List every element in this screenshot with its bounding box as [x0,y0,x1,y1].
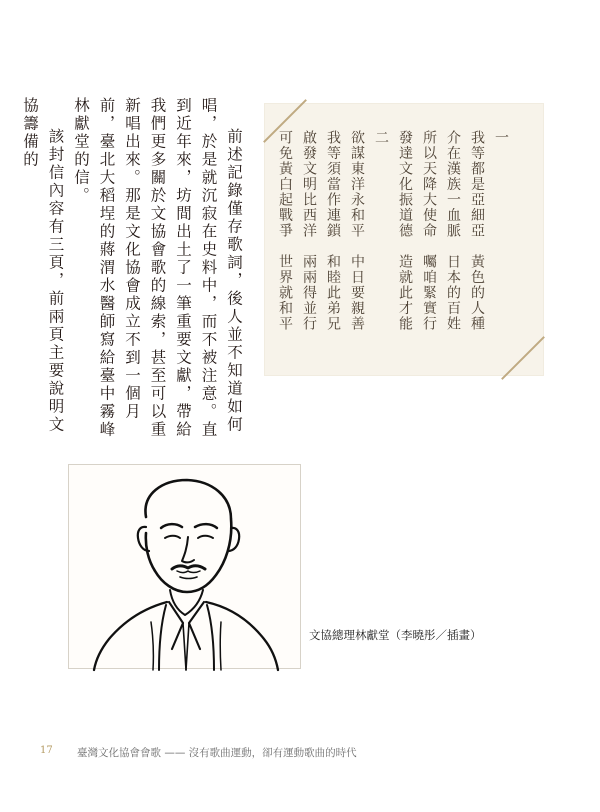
portrait-sketch-icon [69,465,302,670]
lyrics-text [273,130,513,360]
portrait-caption: 文協總理林獻堂（李曉彤／插畫） [309,628,482,642]
main-paragraph-2: 該封信內容有三頁，前兩頁主要說明文協籌備的 [21,97,65,434]
lyrics-verse-1 [393,130,513,360]
lyric-line: 我等都是亞細亞 黃色的人種 [469,130,485,332]
main-paragraph-1: 前述記錄僅存歌詞，後人並不知道如何唱，於是就沉寂在史料中，而不被注意。直到近年來，坊間出土了一筆重要文獻，帶給我們更多關於文協會歌的線索，甚至可以重新唱出來。那是文化協會成立不到一個月前，臺北大稻埕的蔣渭水醫師寫給臺中霧峰林獻堂的信。 [72,97,243,439]
lyric-line: 介在漢族一血脈 日本的百姓 [445,130,461,332]
footer-title: 臺灣文化協會會歌 —— 沒有歌曲運動，卻有運動歌曲的時代 [77,747,357,759]
lyric-line: 我等須當作連鎖 和睦此弟兄 [325,130,341,332]
lyric-line: 啟發文明比西洋 兩兩得並行 [301,130,317,332]
lyric-line: 可免黃白起戰爭 世界就和平 [277,130,293,332]
lyric-line: 欲謀東洋永和平 中日要親善 [349,130,365,332]
verse-number-1: 一 [493,130,509,146]
lyric-line: 所以天降大使命 囑咱緊實行 [421,130,437,332]
lyric-line: 發達文化振道德 造就此才能 [397,130,413,332]
verse-number-2: 二 [373,130,389,146]
portrait-illustration [68,464,301,669]
lyrics-card [265,104,543,375]
main-vertical-text [21,97,246,442]
page-number: 17 [40,745,53,756]
lyrics-verse-2 [273,130,393,360]
